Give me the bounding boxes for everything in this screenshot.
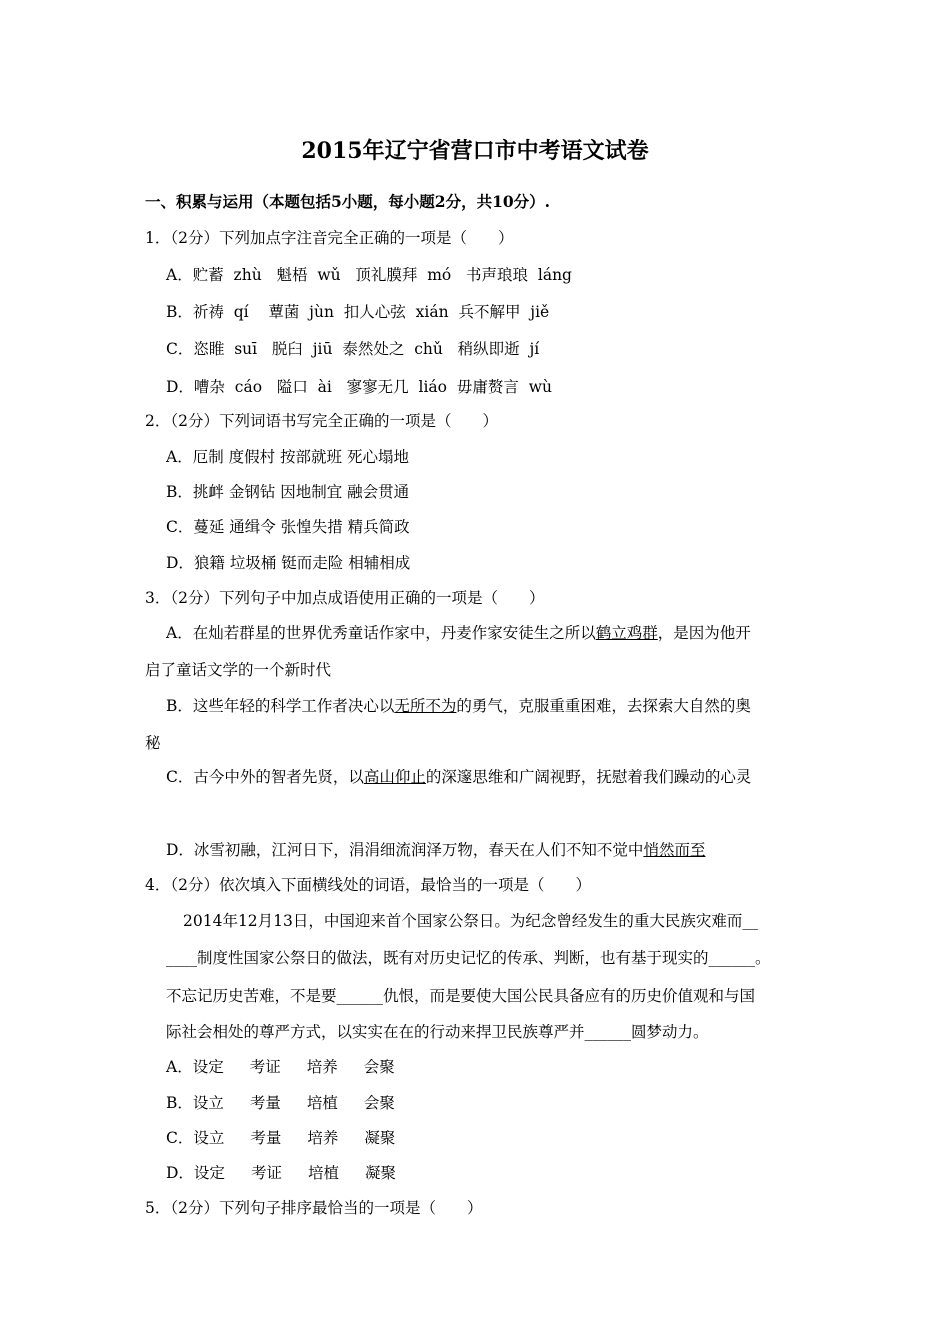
question-3-stem: 3．（2分）下列句子中加点成语使用正确的一项是（ ） xyxy=(145,589,545,607)
option-word: A．设定 xyxy=(166,1058,224,1076)
underlined-idiom: 高山仰止 xyxy=(363,768,426,786)
option-word: 会聚 xyxy=(363,1058,395,1076)
question-1-option-d: D．嘈杂 cáo 隘口 ài 寥寥无几 liáo 毋庸赘言 wù xyxy=(166,378,552,396)
option-text: A．在灿若群星的世界优秀童话作家中，丹麦作家安徒生之所以 xyxy=(166,624,596,642)
option-word: 培植 xyxy=(307,1164,339,1182)
option-text: C．古今中外的智者先贤，以 xyxy=(166,768,364,786)
underlined-idiom: 无所不为 xyxy=(394,697,457,715)
question-4-passage-line-3: 不忘记历史苦难，不是要______仇恨，而是要使大国公民具备应有的历史价值观和与国 xyxy=(166,987,756,1005)
option-text: B．这些年轻的科学工作者决心以 xyxy=(166,697,395,715)
question-4-option-b xyxy=(166,1092,395,1114)
question-3-option-b-continued: 秘 xyxy=(145,734,161,752)
option-word: 培养 xyxy=(307,1129,339,1147)
option-word: B．设立 xyxy=(166,1094,224,1112)
option-word: 会聚 xyxy=(363,1094,395,1112)
option-word: 培养 xyxy=(306,1058,338,1076)
question-1-stem: 1．（2分）下列加点字注音完全正确的一项是（ ） xyxy=(145,229,514,247)
option-word: 凝聚 xyxy=(364,1164,396,1182)
question-3-option-c xyxy=(166,766,751,788)
option-word: 培植 xyxy=(306,1094,338,1112)
option-word: 考量 xyxy=(250,1129,282,1147)
option-word: C．设立 xyxy=(166,1129,225,1147)
question-4-option-d xyxy=(166,1162,396,1184)
question-3-option-a-continued: 启了童话文学的一个新时代 xyxy=(145,661,332,679)
option-text: 的勇气，克服重重困难，去探索大自然的奥 xyxy=(456,697,751,715)
question-4-passage-line-1: 2014年12月13日，中国迎来首个国家公祭日。为纪念曾经发生的重大民族灾难而__ xyxy=(183,912,758,930)
question-2-option-c: C．蔓延 通缉令 张惶失措 精兵简政 xyxy=(166,518,410,536)
question-1-option-b: B．祈祷 qí 蕈菌 jùn 扣人心弦 xián 兵不解甲 jiě xyxy=(166,303,550,321)
page-title: 2015年辽宁省营口市中考语文试卷 xyxy=(301,138,649,164)
option-word: 考证 xyxy=(250,1164,282,1182)
question-3-option-b xyxy=(166,695,751,717)
question-4-option-c xyxy=(166,1127,395,1149)
question-4-passage-line-2: ____制度性国家公祭日的做法，既有对历史记忆的传承、判断，也有基于现实的______。 xyxy=(166,949,771,967)
option-word: 考证 xyxy=(249,1058,281,1076)
option-word: D．设定 xyxy=(166,1164,225,1182)
question-2-option-a: A．厄制 度假村 按部就班 死心塌地 xyxy=(166,448,409,466)
question-4-option-a xyxy=(166,1056,395,1078)
question-2-stem: 2．（2分）下列词语书写完全正确的一项是（ ） xyxy=(145,412,498,430)
question-3-option-a xyxy=(166,622,751,644)
option-word: 凝聚 xyxy=(364,1129,396,1147)
option-text: 的深邃思维和广阔视野，抚慰着我们躁动的心灵 xyxy=(425,768,752,786)
question-1-option-a: A．贮蓄 zhù 魁梧 wǔ 顶礼膜拜 mó 书声琅琅 láng xyxy=(166,266,572,284)
section-heading: 一、积累与运用（本题包括5小题，每小题2分，共10分）. xyxy=(145,192,551,211)
option-word: 考量 xyxy=(249,1094,281,1112)
question-4-passage-line-4: 际社会相处的尊严方式，以实实在在的行动来捍卫民族尊严并______圆梦动力。 xyxy=(166,1023,709,1041)
question-5-stem: 5．（2分）下列句子排序最恰当的一项是（ ） xyxy=(145,1199,483,1217)
option-text: D．冰雪初融，江河日下，涓涓细流润泽万物，春天在人们不知不觉中 xyxy=(166,841,644,859)
question-2-option-d: D．狼籍 垃圾桶 铤而走险 相辅相成 xyxy=(166,554,411,572)
question-1-option-c: C．恣睢 suī 脱臼 jiū 泰然处之 chǔ 稍纵即逝 jí xyxy=(166,340,540,358)
question-4-stem: 4．（2分）依次填入下面横线处的词语，最恰当的一项是（ ） xyxy=(145,876,591,894)
underlined-idiom: 鹤立鸡群 xyxy=(595,624,658,642)
option-text: ，是因为他开 xyxy=(657,624,751,642)
question-3-option-d xyxy=(166,839,705,861)
underlined-idiom: 悄然而至 xyxy=(643,841,706,859)
question-2-option-b: B．挑衅 金钢钻 因地制宜 融会贯通 xyxy=(166,483,410,501)
